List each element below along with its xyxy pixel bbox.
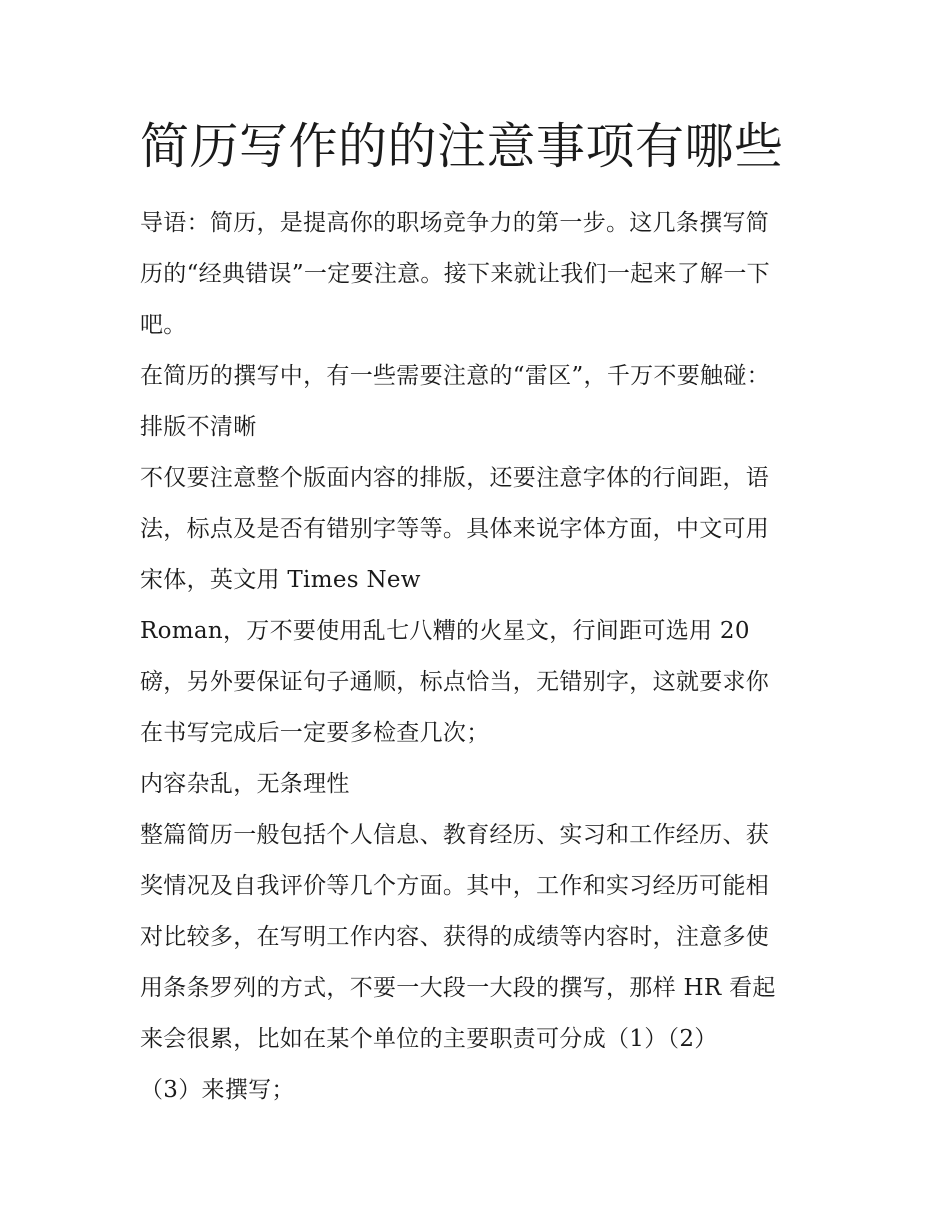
text-line: 吧。 [140,312,187,338]
document-title: 简历写作的的注意事项有哪些 [140,118,784,175]
text-line: 在书写完成后一定要多检查几次； [140,720,490,746]
text-line: 来会很累，比如在某个单位的主要职责可分成（1）（2） [140,1026,718,1052]
section-heading: 排版不清晰 [140,414,257,440]
text-line: Roman，万不要使用乱七八糟的火星文，行间距可选用 20 [140,618,750,644]
text-line: 磅，另外要保证句子通顺，标点恰当，无错别字，这就要求你 [140,669,770,695]
text-line: 奖情况及自我评价等几个方面。其中，工作和实习经历可能相 [140,873,770,899]
text-line: 不仅要注意整个版面内容的排版，还要注意字体的行间距，语 [140,465,770,491]
text-line: 用条条罗列的方式，不要一大段一大段的撰写，那样 HR 看起 [140,975,776,1001]
section-heading: 内容杂乱，无条理性 [140,771,350,797]
text-line: 对比较多，在写明工作内容、获得的成绩等内容时，注意多使 [140,924,770,950]
text-line: 宋体，英文用 Times New [140,567,421,593]
text-line: 法，标点及是否有错别字等等。具体来说字体方面，中文可用 [140,516,770,542]
text-line: （3）来撰写； [140,1077,295,1103]
document-body [140,198,820,1116]
text-line: 整篇简历一般包括个人信息、教育经历、实习和工作经历、获 [140,822,770,848]
text-line: 在简历的撰写中，有一些需要注意的“雷区”，千万不要触碰： [140,363,770,389]
text-line: 导语：简历，是提高你的职场竞争力的第一步。这几条撰写简 [140,210,770,236]
text-line: 历的“经典错误”一定要注意。接下来就让我们一起来了解一下 [140,261,770,287]
